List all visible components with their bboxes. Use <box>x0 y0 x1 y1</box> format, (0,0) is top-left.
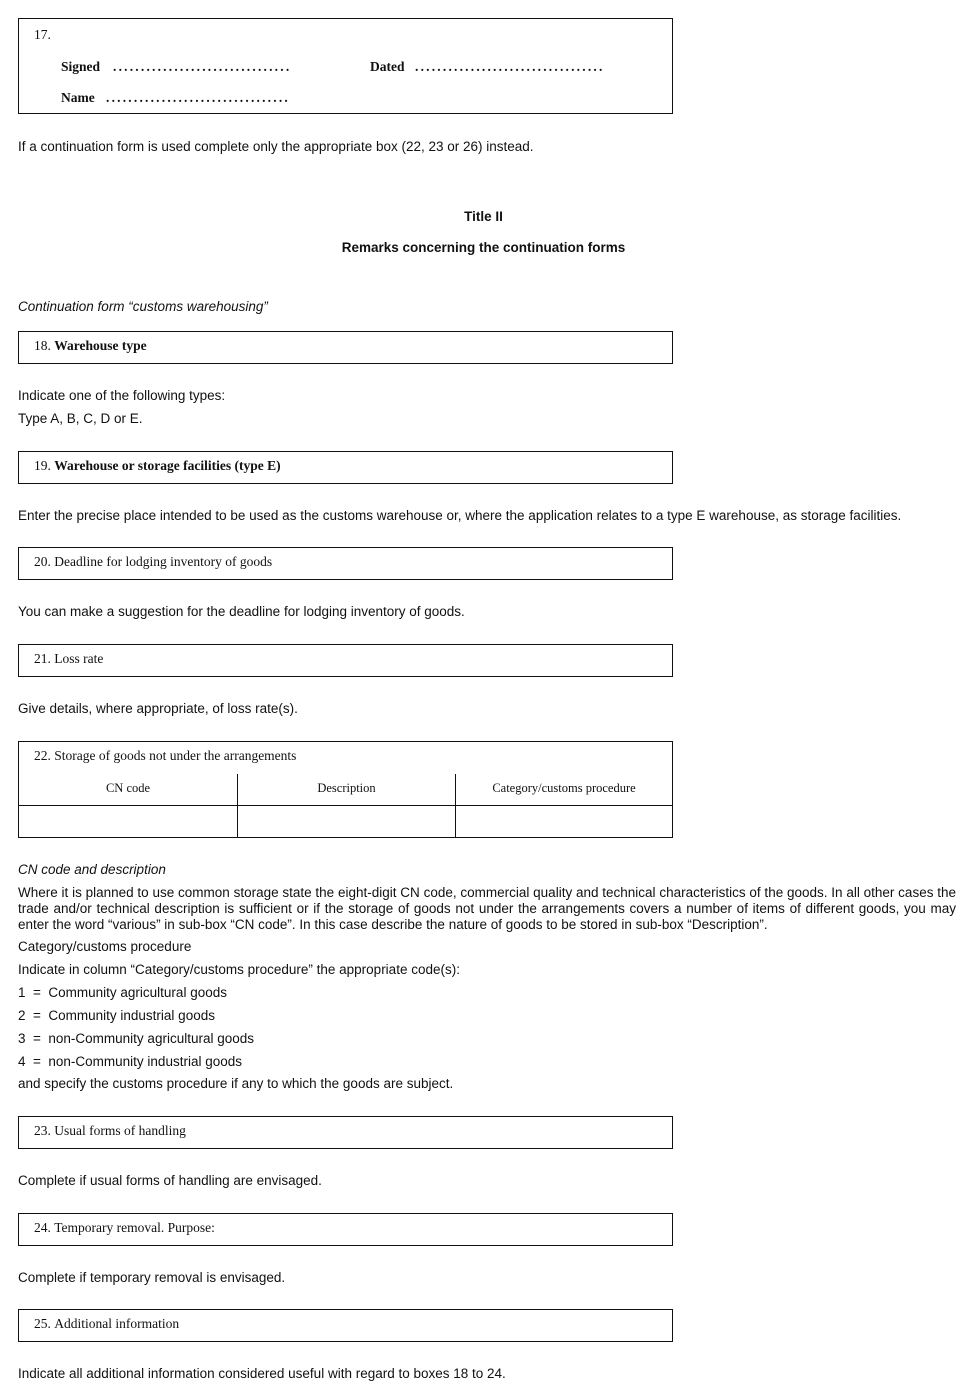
box-23-number: 23. <box>34 1123 51 1138</box>
name-label: Name <box>61 90 95 105</box>
box-20-label: Deadline for lodging inventory of goods <box>54 554 273 569</box>
code-item-3: 3 = non-Community agricultural goods <box>18 1031 254 1046</box>
box-24 <box>18 1213 673 1246</box>
box-20-number: 20. <box>34 554 51 569</box>
category-heading: Category/customs procedure <box>18 939 192 954</box>
box-23 <box>18 1116 673 1149</box>
box-22-label: Storage of goods not under the arrangements <box>54 748 297 763</box>
box-17 <box>18 18 673 114</box>
dated-label: Dated <box>370 59 405 74</box>
box-25-label: Additional information <box>54 1316 180 1331</box>
box-18-number: 18. <box>34 338 51 353</box>
table-header-row <box>19 774 672 806</box>
code-item-4: 4 = non-Community industrial goods <box>18 1054 242 1069</box>
column-header-description: Description <box>317 781 376 795</box>
box-20 <box>18 547 673 580</box>
subtitle: Remarks concerning the continuation forms <box>341 240 626 255</box>
table-empty-row <box>19 805 672 837</box>
box-20-text: You can make a suggestion for the deadline for lodging inventory of goods. <box>18 604 465 619</box>
box-18-text-1: Indicate one of the following types: <box>18 388 226 403</box>
table-cell-category[interactable] <box>455 805 672 837</box>
table-cell-cn-code[interactable] <box>19 805 237 837</box>
box-25-text: Indicate all additional information considered useful with regard to boxes 18 to 24. <box>18 1366 506 1381</box>
signed-dots: ................................ <box>113 59 292 74</box>
box-21-label: Loss rate <box>54 651 104 666</box>
codes-outro: and specify the customs procedure if any to which the goods are subject. <box>18 1076 454 1091</box>
table-header-cn <box>19 774 237 805</box>
cn-heading: CN code and description <box>18 862 166 877</box>
box-21 <box>18 644 673 677</box>
name-dots: ................................. <box>106 90 290 105</box>
box-18-text-2: Type A, B, C, D or E. <box>18 411 143 426</box>
table-cell-description[interactable] <box>237 805 455 837</box>
box-25-number: 25. <box>34 1316 51 1331</box>
box-24-number: 24. <box>34 1220 51 1235</box>
code-item-1: 1 = Community agricultural goods <box>18 985 227 1000</box>
code-item-2: 2 = Community industrial goods <box>18 1008 215 1023</box>
category-intro: Indicate in column “Category/customs procedure” the appropriate code(s): <box>18 962 460 977</box>
box-19-text: Enter the precise place intended to be used as the customs warehouse or, where the application relates to a type E warehouse, as storage facilities. <box>18 508 902 523</box>
box-24-label: Temporary removal. Purpose: <box>54 1220 215 1235</box>
box-17-number: 17. <box>34 27 51 42</box>
box-22 <box>18 741 673 838</box>
box-22-number: 22. <box>34 748 51 763</box>
continuation-note: If a continuation form is used complete only the appropriate box (22, 23 or 26) instead. <box>18 139 534 154</box>
box-21-number: 21. <box>34 651 51 666</box>
box-19-number: 19. <box>34 458 51 473</box>
signed-label: Signed <box>61 59 101 74</box>
column-header-category: Category/customs procedure <box>492 781 636 795</box>
box-19-label: Warehouse or storage facilities (type E) <box>54 458 281 473</box>
box-25 <box>18 1309 673 1342</box>
box-19 <box>18 451 673 484</box>
box-18 <box>18 331 673 364</box>
box-24-text: Complete if temporary removal is envisaged. <box>18 1270 286 1285</box>
box-23-label: Usual forms of handling <box>54 1123 186 1138</box>
table-header-description <box>237 774 455 805</box>
cn-paragraph: Where it is planned to use common storage state the eight-digit CN code, commercial quality and technical characteristics of the goods. In all other cases the trade and/or technical description is sufficient or if the storage of goods not under the arrangements covers a number of items of different goods, you may enter the word “various” in sub-box “CN code”. In this case describe the nature of goods to be stored in sub-box “Description”. <box>18 885 956 932</box>
box-23-text: Complete if usual forms of handling are envisaged. <box>18 1173 322 1188</box>
dated-dots: .................................. <box>415 59 605 74</box>
section-heading: Continuation form “customs warehousing” <box>18 299 268 314</box>
box-21-text: Give details, where appropriate, of loss rate(s). <box>18 701 298 716</box>
table-header-category <box>455 774 672 805</box>
title: Title II <box>464 209 503 224</box>
box-18-label: Warehouse type <box>54 338 147 353</box>
column-header-cn-code: CN code <box>105 781 151 795</box>
